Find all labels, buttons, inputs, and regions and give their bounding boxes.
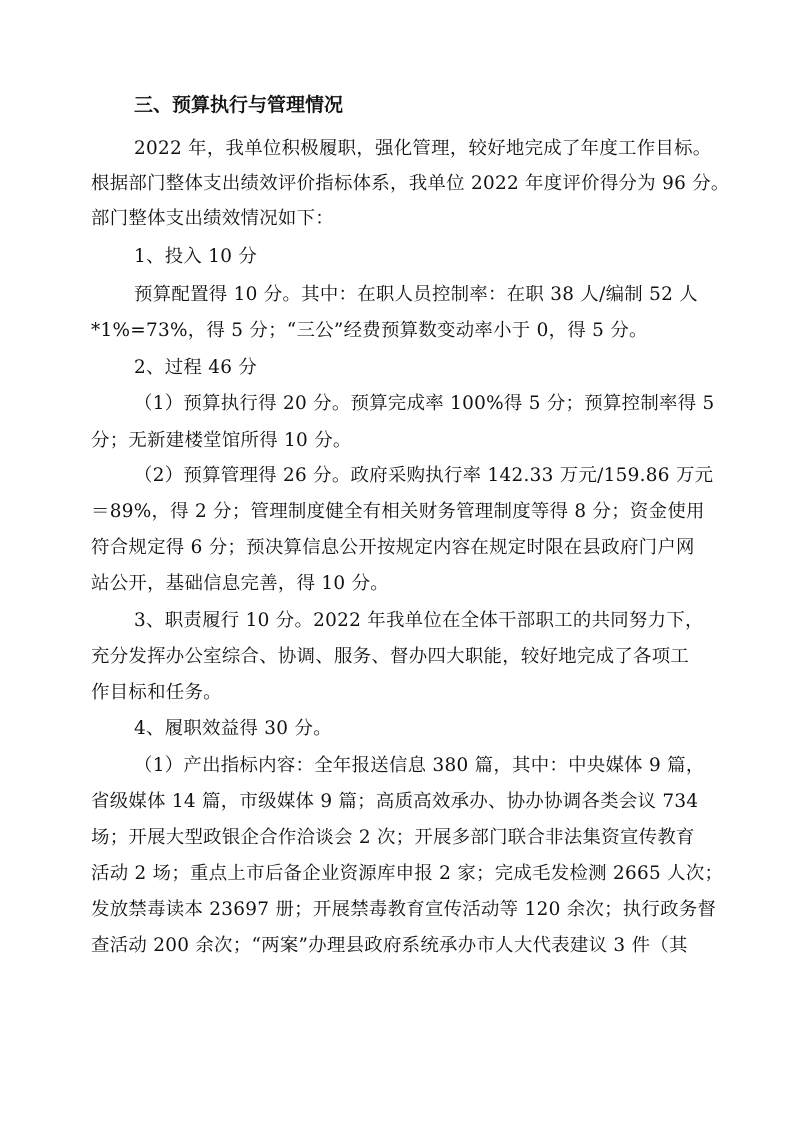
paragraph-line: 查活动 200 余次；“两案”办理县政府系统承办市人大代表建议 3 件（其 (91, 935, 688, 956)
paragraph-line: 3、职责履行 10 分。2022 年我单位在全体干部职工的共同努力下， (134, 610, 704, 631)
paragraph-line: 站公开，基础信息完善，得 10 分。 (91, 573, 389, 594)
paragraph-line: 根据部门整体支出绩效评价指标体系，我单位 2022 年度评价得分为 96 分。 (91, 173, 730, 194)
paragraph-line: 2022 年，我单位积极履职，强化管理，较好地完成了年度工作目标。 (134, 138, 712, 159)
paragraph-line: 省级媒体 14 篇，市级媒体 9 篇；高质高效承办、协办协调各类会议 734 (91, 791, 699, 812)
paragraph-line: 场；开展大型政银企合作洽谈会 2 次；开展多部门联合非法集资宣传教育 (91, 827, 695, 848)
paragraph-line: 充分发挥办公室综合、协调、服务、督办四大职能，较好地完成了各项工 (91, 646, 690, 667)
paragraph-line: 发放禁毒读本 23697 册；开展禁毒教育宣传活动等 120 余次；执行政务督 (91, 899, 717, 920)
paragraph-line: ＝89%，得 2 分；管理制度健全有相关财务管理制度等得 8 分；资金使用 (91, 501, 705, 522)
paragraph-line: 活动 2 场；重点上市后备企业资源库申报 2 家；完成毛发检测 2665 人次； (91, 863, 724, 884)
paragraph-line: 分；无新建楼堂馆所得 10 分。 (91, 430, 352, 451)
subheading-line: 4、履职效益得 30 分。 (134, 718, 332, 739)
paragraph-line: （2）预算管理得 26 分。政府采购执行率 142.33 万元/159.86 万元 (134, 465, 714, 486)
subheading-line: 1、投入 10 分 (134, 246, 258, 267)
paragraph-line: 符合规定得 6 分；预决算信息公开按规定内容在规定时限在县政府门户网 (91, 537, 695, 558)
section-heading: 三、预算执行与管理情况 (134, 94, 344, 116)
paragraph-line: *1%=73%，得 5 分；“三公”经费预算数变动率小于 0，得 5 分。 (91, 320, 648, 341)
subheading-line: 2、过程 46 分 (134, 357, 258, 378)
paragraph-line: 部门整体支出绩效情况如下： (91, 208, 334, 229)
paragraph-line: 作目标和任务。 (91, 682, 222, 703)
paragraph-line: （1）预算执行得 20 分。预算完成率 100%得 5 分；预算控制率得 5 (134, 393, 715, 414)
paragraph-line: 预算配置得 10 分。其中：在职人员控制率：在职 38 人/编制 52 人 (134, 284, 698, 305)
paragraph-line: （1）产出指标内容：全年报送信息 380 篇，其中：中央媒体 9 篇， (134, 755, 705, 776)
